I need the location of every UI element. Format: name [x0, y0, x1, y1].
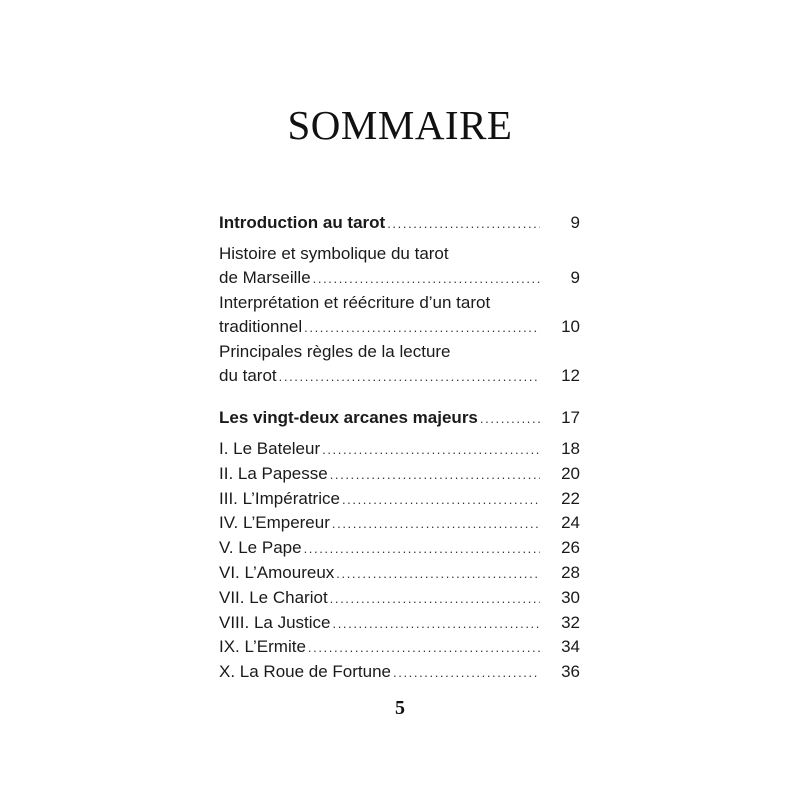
entry-text: V. Le Pape — [219, 538, 302, 558]
toc-section-heading — [219, 211, 580, 236]
dot-leader — [304, 316, 540, 340]
entry-text: IV. L’Empereur — [219, 513, 330, 533]
entry-text-line2: de Marseille — [219, 268, 311, 287]
toc-section-heading — [219, 406, 580, 431]
table-of-contents — [219, 211, 580, 685]
page-number: 20 — [561, 463, 580, 483]
dot-leader — [330, 587, 540, 611]
dot-leader — [480, 407, 540, 431]
toc-entry — [219, 635, 580, 660]
entry-text: II. La Papesse — [219, 463, 328, 483]
page-number: 9 — [570, 268, 580, 287]
toc-entry — [219, 242, 580, 291]
toc-entry — [219, 340, 580, 389]
toc-entry — [219, 536, 580, 561]
dot-leader — [332, 512, 540, 536]
page-number: 34 — [561, 637, 580, 657]
page-title: SOMMAIRE — [287, 102, 513, 148]
entry-text-line2: traditionnel — [219, 317, 303, 336]
dot-leader — [279, 365, 540, 389]
toc-entry — [219, 660, 580, 685]
page-number: 36 — [561, 662, 580, 682]
section-heading-text: Introduction au tarot — [219, 213, 386, 232]
entry-text: X. La Roue de Fortune — [219, 662, 392, 682]
dot-leader — [322, 438, 540, 462]
page-number: 30 — [561, 587, 580, 607]
dot-leader — [330, 463, 540, 487]
page-number: 32 — [561, 612, 580, 632]
toc-entry — [219, 511, 580, 536]
dot-leader — [308, 636, 540, 660]
entry-text-line1: Histoire et symbolique du tarot — [219, 244, 449, 263]
page-folio-number: 5 — [395, 697, 405, 719]
page-number: 24 — [561, 513, 580, 533]
dot-leader — [333, 612, 541, 636]
toc-entry — [219, 487, 580, 512]
dot-leader — [342, 488, 540, 512]
entry-text: IX. L’Ermite — [219, 637, 306, 657]
entry-text-line1: Interprétation et réécriture d’un tarot — [219, 293, 491, 312]
dot-leader — [304, 537, 540, 561]
entry-text: VIII. La Justice — [219, 612, 331, 632]
toc-entry — [219, 437, 580, 462]
page-number: 22 — [561, 488, 580, 508]
page-number: 9 — [570, 213, 580, 232]
entry-text-line1: Principales règles de la lecture — [219, 342, 451, 361]
page-number: 26 — [561, 538, 580, 558]
toc-section-introduction — [219, 211, 580, 389]
toc-section-arcanes — [219, 406, 580, 685]
entry-text-line2: du tarot — [219, 366, 277, 385]
entry-text: VI. L’Amoureux — [219, 562, 335, 582]
page-number: 10 — [561, 317, 580, 336]
section-heading-text: Les vingt-deux arcanes majeurs — [219, 408, 478, 427]
toc-entry — [219, 291, 580, 340]
page-number: 17 — [561, 408, 580, 427]
dot-leader — [387, 212, 540, 236]
page-number: 28 — [561, 562, 580, 582]
toc-entry — [219, 462, 580, 487]
toc-entry — [219, 586, 580, 611]
entry-text: III. L’Impératrice — [219, 488, 340, 508]
page-number: 12 — [561, 366, 580, 385]
entry-text: VII. Le Chariot — [219, 587, 328, 607]
toc-entry — [219, 611, 580, 636]
dot-leader — [313, 267, 540, 291]
page-number: 18 — [561, 439, 580, 458]
dot-leader — [336, 562, 540, 586]
entry-text: I. Le Bateleur — [219, 439, 321, 458]
toc-entry — [219, 561, 580, 586]
dot-leader — [393, 661, 540, 685]
